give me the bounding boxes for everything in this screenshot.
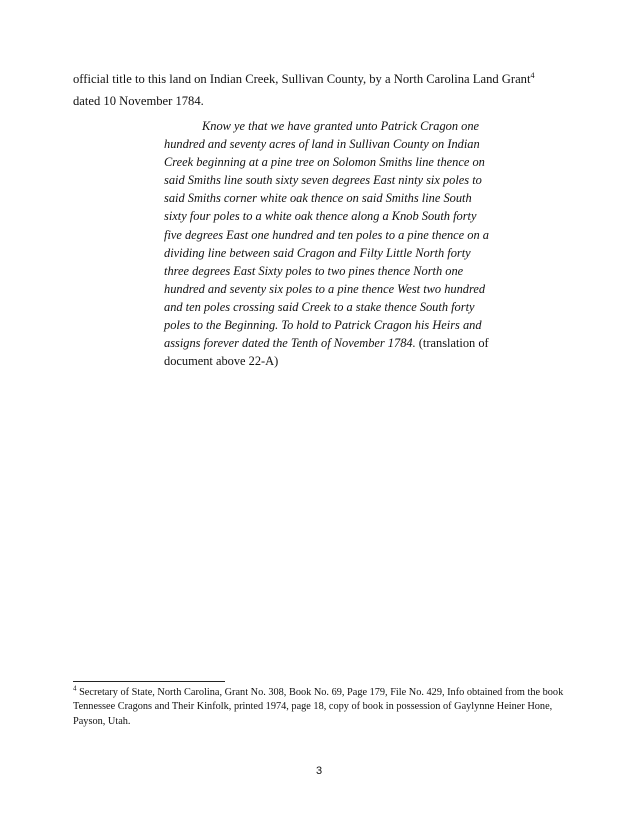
footnote-divider [73, 681, 225, 682]
footnote [73, 686, 568, 729]
body-paragraph [73, 68, 553, 112]
block-quote [164, 117, 494, 370]
intro-text [73, 68, 553, 112]
intro-line-1: official title to this land on Indian Creek, Sullivan County, by a North Carolina Land Grant [73, 72, 531, 86]
quote-italic-text: Know ye that we have granted unto Patrick Cragon one hundred and seventy acres of land in Sullivan County on Indian Creek beginning at a pine tree on Solomon Smiths line thence on said Smiths line south sixty seven degrees East ninty six poles to said Smiths corner white oak thence on said Smiths line South sixty four poles to a white oak thence along a Knob South forty five degrees East one hundred and ten poles to a pine thence on a dividing line between said Cragon and Filty Little North forty three degrees East Sixty poles to two pines thence North one hundred and seventy six poles to a pine thence West two hundred and ten poles crossing said Creek to a stake thence South forty poles to the Beginning. To hold to Patrick Cragon his Heirs and assigns forever dated the Tenth of November 1784. [164, 119, 489, 351]
page-number: 3 [315, 765, 323, 777]
footnote-text: Secretary of State, North Carolina, Grant No. 308, Book No. 69, Page 179, File No. 429, Info obtained from the book Tennessee Cragons and Their Kinfolk, printed 1974, page 18, copy of book in possession of Gaylynne Heiner Hone, Payson, Utah. [73, 687, 564, 727]
intro-line-2: dated 10 November 1784. [73, 94, 204, 108]
footnote-number: 4 [73, 684, 77, 693]
footnote-reference: 4 [530, 70, 535, 80]
quote-plain-text: (translation of document above 22-A) [164, 336, 489, 369]
